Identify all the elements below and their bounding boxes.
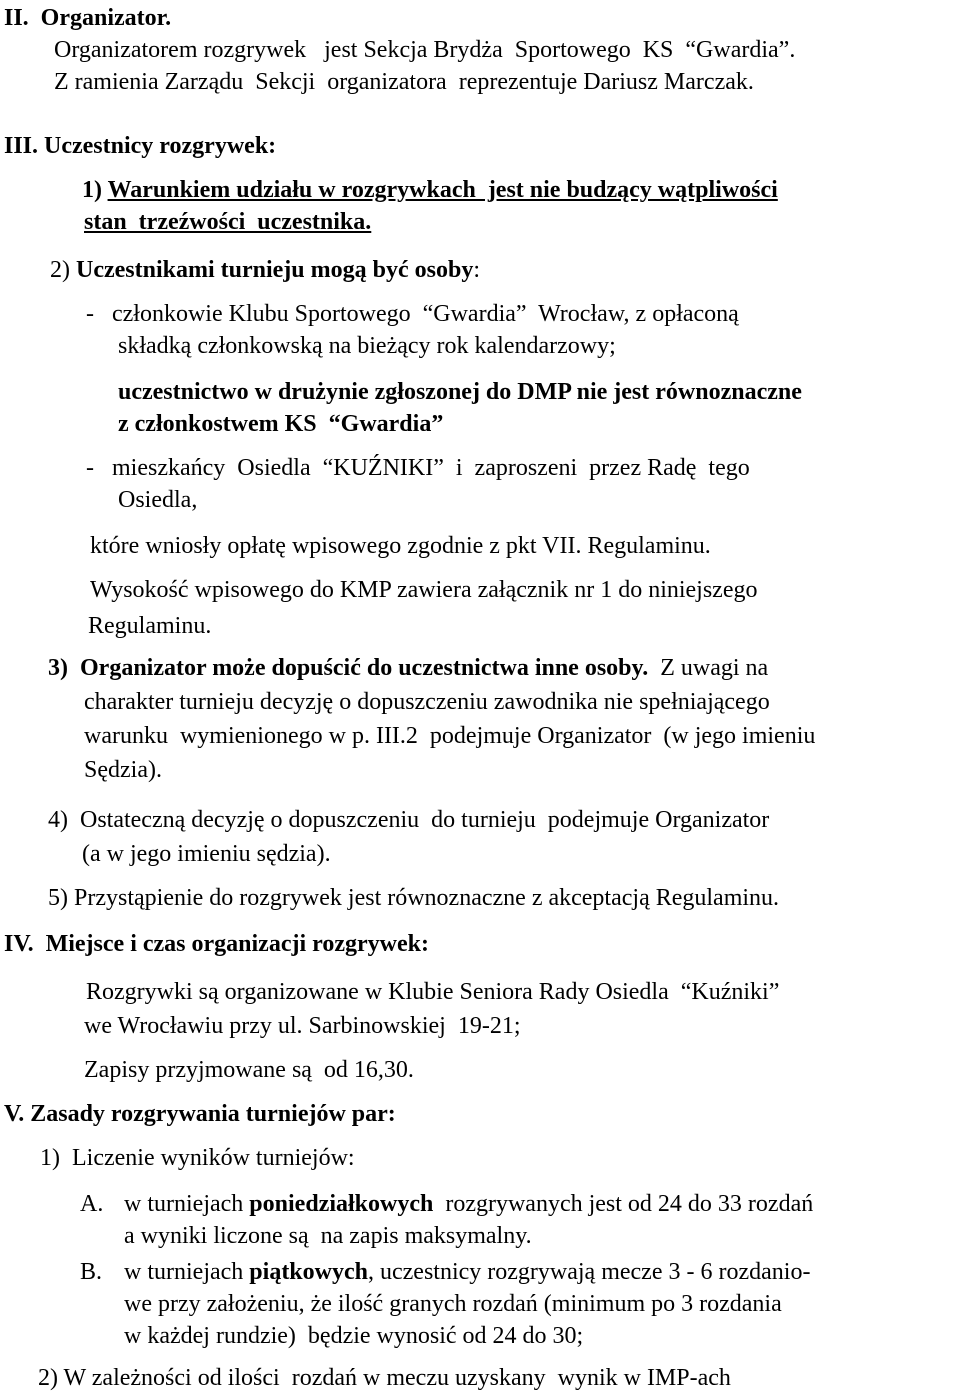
note-line-1: uczestnictwo w drużynie zgłoszonej do DMP nie jest równoznaczne xyxy=(118,379,802,405)
bullet-members-line-2: składką członkowską na bieżący rok kalendarzowy; xyxy=(118,333,616,359)
registration-line: Zapisy przyjmowane są od 16,30. xyxy=(84,1057,414,1083)
note-line-2: z członkostwem KS “Gwardia” xyxy=(118,411,444,437)
item-a-line-2: a wyniki liczone są na zapis maksymalny. xyxy=(124,1223,532,1249)
point-3-line-4: Sędzia). xyxy=(84,757,162,783)
point-3-line-3: warunku wymienionego w p. III.2 podejmuje Organizator (w jego imieniu xyxy=(84,723,816,749)
item-b-line-3: w każdej rundzie) będzie wynosić od 24 do 30; xyxy=(124,1323,584,1349)
item-b-line-2: we przy założeniu, że ilość granych rozdań (minimum po 3 rozdania xyxy=(124,1291,782,1317)
bullet-residents-line-1: - mieszkańcy Osiedla “KUŹNIKI” i zaproszeni przez Radę tego xyxy=(86,455,750,481)
scoring-point-1: 1) Liczenie wyników turniejów: xyxy=(40,1145,355,1171)
point-4-line-1: 4) Ostateczną decyzję o dopuszczeniu do turnieju podejmuje Organizator xyxy=(48,807,770,833)
point-5-line-1: 5) Przystąpienie do rozgrywek jest równoznaczne z akceptacją Regulaminu. xyxy=(48,885,780,911)
point-2-number: 2) xyxy=(50,257,76,283)
item-b-pre: w turniejach xyxy=(124,1259,250,1285)
organizer-line-2: Z ramienia Zarządu Sekcji organizatora reprezentuje Dariusz Marczak. xyxy=(54,69,754,95)
section-heading-zasady: V. Zasady rozgrywania turniejów par: xyxy=(4,1101,396,1127)
item-b-post: , uczestnicy rozgrywają mecze 3 - 6 rozdanio- xyxy=(367,1259,811,1285)
point-1-number: 1) xyxy=(82,177,108,203)
venue-line-1: Rozgrywki są organizowane w Klubie Seniora Rady Osiedla “Kuźniki” xyxy=(86,979,780,1005)
point-1-text: Warunkiem udziału w rozgrywkach jest nie budzący wątpliwości xyxy=(107,177,778,203)
item-b-bold: piątkowych xyxy=(249,1259,368,1285)
point-4-line-2: (a w jego imieniu sędzia). xyxy=(82,841,331,867)
point-3-tail: Z uwagi na xyxy=(648,655,769,681)
bullet-residents-line-2: Osiedla, xyxy=(118,487,198,513)
item-a-bold: poniedziałkowych xyxy=(249,1191,434,1217)
fee-line-2: Regulaminu. xyxy=(88,613,212,639)
participants-point-1 xyxy=(82,174,778,206)
fee-line-1: Wysokość wpisowego do KMP zawiera załącznik nr 1 do niniejszego xyxy=(90,577,758,603)
bullet-residents-line-3: które wniosły opłatę wpisowego zgodnie z pkt VII. Regulaminu. xyxy=(90,533,711,559)
participants-point-2 xyxy=(50,254,480,286)
scoring-point-2: 2) W zależności od ilości rozdań w meczu uzyskany wynik w IMP-ach xyxy=(38,1365,731,1391)
point-2-colon: : xyxy=(473,257,480,283)
point-2-bold: Uczestnikami turnieju mogą być osoby xyxy=(76,257,474,283)
item-b-line-1 xyxy=(124,1256,810,1288)
point-1-text-cont: stan trzeźwości uczestnika. xyxy=(84,209,372,235)
item-a-post: rozgrywanych jest od 24 do 33 rozdań xyxy=(433,1191,814,1217)
organizer-line-1: Organizatorem rozgrywek jest Sekcja Brydża Sportowego KS “Gwardia”. xyxy=(54,37,796,63)
bullet-members-line-1: - członkowie Klubu Sportowego “Gwardia” Wrocław, z opłaconą xyxy=(86,301,739,327)
section-heading-uczestnicy: III. Uczestnicy rozgrywek: xyxy=(4,133,277,159)
item-a-line-1 xyxy=(124,1188,813,1220)
section-heading-miejsce: IV. Miejsce i czas organizacji rozgrywek: xyxy=(4,931,429,957)
point-3-line-1 xyxy=(48,652,768,684)
point-3-line-2: charakter turnieju decyzję o dopuszczeniu zawodnika nie spełniającego xyxy=(84,689,770,715)
venue-line-2: we Wrocławiu przy ul. Sarbinowskiej 19-21; xyxy=(84,1013,521,1039)
section-heading-organizator: II. Organizator. xyxy=(4,5,172,31)
item-a-pre: w turniejach xyxy=(124,1191,250,1217)
point-3-bold: 3) Organizator może dopuścić do uczestnictwa inne osoby. xyxy=(48,655,649,681)
item-b-label: B. xyxy=(80,1259,103,1285)
item-a-label: A. xyxy=(80,1191,104,1217)
